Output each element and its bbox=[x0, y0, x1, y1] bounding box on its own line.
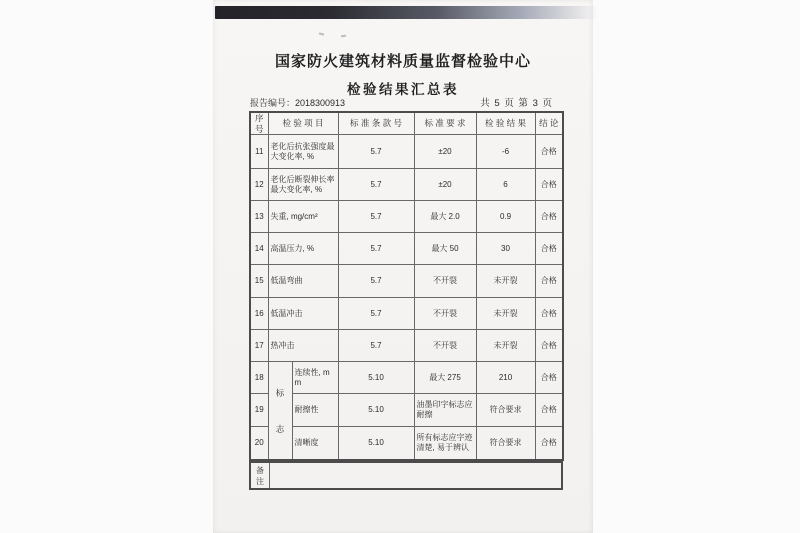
result-cell: 210 bbox=[476, 362, 535, 394]
remarks-label-cell bbox=[251, 463, 270, 488]
scanner-shadow-band bbox=[215, 6, 598, 19]
result-cell: 未开裂 bbox=[476, 265, 535, 298]
clause-cell: 5.7 bbox=[338, 298, 414, 330]
clause-cell: 5.7 bbox=[338, 135, 414, 169]
serial-cell: 20 bbox=[250, 427, 268, 460]
conclusion-cell: 合格 bbox=[535, 330, 563, 362]
header-requirement: 标 准 要 求 bbox=[414, 112, 476, 135]
item-cell: 老化后抗张强度最大变化率, % bbox=[268, 135, 338, 169]
requirement-cell: 最大 275 bbox=[414, 362, 476, 394]
item-cell: 热冲击 bbox=[268, 330, 338, 362]
clause-cell: 5.10 bbox=[338, 394, 414, 427]
item-cell: 失重, mg/cm² bbox=[268, 201, 338, 233]
header-item: 检 验 项 目 bbox=[268, 112, 338, 135]
item-cell: 老化后断裂伸长率最大变化率, % bbox=[268, 169, 338, 201]
item-cell: 低温弯曲 bbox=[268, 265, 338, 298]
group-label-vertical: 标志 bbox=[275, 387, 285, 434]
table-row bbox=[250, 394, 563, 427]
conclusion-cell: 合格 bbox=[535, 233, 563, 265]
serial-cell: 19 bbox=[250, 394, 268, 427]
table-row bbox=[250, 427, 563, 460]
result-cell: 30 bbox=[476, 233, 535, 265]
table-row bbox=[250, 201, 563, 233]
conclusion-cell: 合格 bbox=[535, 135, 563, 169]
table-row bbox=[250, 169, 563, 201]
table-header-row bbox=[250, 112, 563, 135]
result-cell: -6 bbox=[476, 135, 535, 169]
serial-cell: 18 bbox=[250, 362, 268, 394]
serial-cell: 11 bbox=[250, 135, 268, 169]
serial-cell: 17 bbox=[250, 330, 268, 362]
report-number: 报告编号：2018300913 bbox=[250, 98, 346, 108]
serial-cell: 14 bbox=[250, 233, 268, 265]
clause-cell: 5.7 bbox=[338, 330, 414, 362]
conclusion-cell: 合格 bbox=[535, 265, 563, 298]
requirement-cell: 所有标志应字迹清楚, 易于辨认 bbox=[414, 427, 476, 460]
serial-cell: 12 bbox=[250, 169, 268, 201]
center-name-title: 国家防火建筑材料质量监督检验中心 bbox=[274, 53, 531, 70]
requirement-cell: 油墨印字标志应耐擦 bbox=[414, 394, 476, 427]
results-table bbox=[249, 111, 564, 461]
requirement-cell: ±20 bbox=[414, 169, 476, 201]
form-title: 检验结果汇总表 bbox=[347, 82, 459, 97]
header-result: 检 验 结 果 bbox=[476, 112, 535, 135]
clause-cell: 5.7 bbox=[338, 233, 414, 265]
conclusion-cell: 合格 bbox=[535, 427, 563, 460]
result-cell: 未开裂 bbox=[476, 298, 535, 330]
result-cell: 符合要求 bbox=[476, 427, 535, 460]
clause-cell: 5.7 bbox=[338, 169, 414, 201]
requirement-cell: ±20 bbox=[414, 135, 476, 169]
conclusion-cell: 合格 bbox=[535, 394, 563, 427]
remarks-empty-cell bbox=[270, 463, 561, 488]
remarks-label-vertical: 备注 bbox=[256, 465, 264, 486]
requirement-cell: 不开裂 bbox=[414, 298, 476, 330]
header-conclusion: 结 论 bbox=[535, 112, 563, 135]
serial-cell: 16 bbox=[250, 298, 268, 330]
requirement-cell: 最大 50 bbox=[414, 233, 476, 265]
result-cell: 0.9 bbox=[476, 201, 535, 233]
item-cell: 耐擦性 bbox=[292, 394, 338, 427]
table-row bbox=[250, 362, 563, 394]
table-row bbox=[250, 298, 563, 330]
table-row bbox=[250, 233, 563, 265]
clause-cell: 5.7 bbox=[338, 265, 414, 298]
page-info: 共 5 页 第 3 页 bbox=[480, 98, 553, 109]
conclusion-cell: 合格 bbox=[535, 298, 563, 330]
item-cell: 低温冲击 bbox=[268, 298, 338, 330]
meta-row bbox=[250, 95, 553, 109]
header-clause: 标 准 条 款 号 bbox=[338, 112, 414, 135]
table-row bbox=[250, 330, 563, 362]
table-row bbox=[250, 135, 563, 169]
clause-cell: 5.10 bbox=[338, 427, 414, 460]
conclusion-cell: 合格 bbox=[535, 362, 563, 394]
clause-cell: 5.10 bbox=[338, 362, 414, 394]
item-cell: 清晰度 bbox=[292, 427, 338, 460]
item-cell: 高温压力, % bbox=[268, 233, 338, 265]
header-serial: 序号 bbox=[250, 112, 268, 135]
group-label-cell bbox=[268, 362, 292, 460]
result-cell: 6 bbox=[476, 169, 535, 201]
table-row bbox=[250, 265, 563, 298]
remarks-row bbox=[249, 461, 563, 490]
serial-cell: 15 bbox=[250, 265, 268, 298]
result-cell: 符合要求 bbox=[476, 394, 535, 427]
requirement-cell: 不开裂 bbox=[414, 330, 476, 362]
requirement-cell: 最大 2.0 bbox=[414, 201, 476, 233]
serial-cell: 13 bbox=[250, 201, 268, 233]
result-cell: 未开裂 bbox=[476, 330, 535, 362]
clause-cell: 5.7 bbox=[338, 201, 414, 233]
item-cell: 连续性, mm bbox=[292, 362, 338, 394]
requirement-cell: 不开裂 bbox=[414, 265, 476, 298]
conclusion-cell: 合格 bbox=[535, 201, 563, 233]
conclusion-cell: 合格 bbox=[535, 169, 563, 201]
